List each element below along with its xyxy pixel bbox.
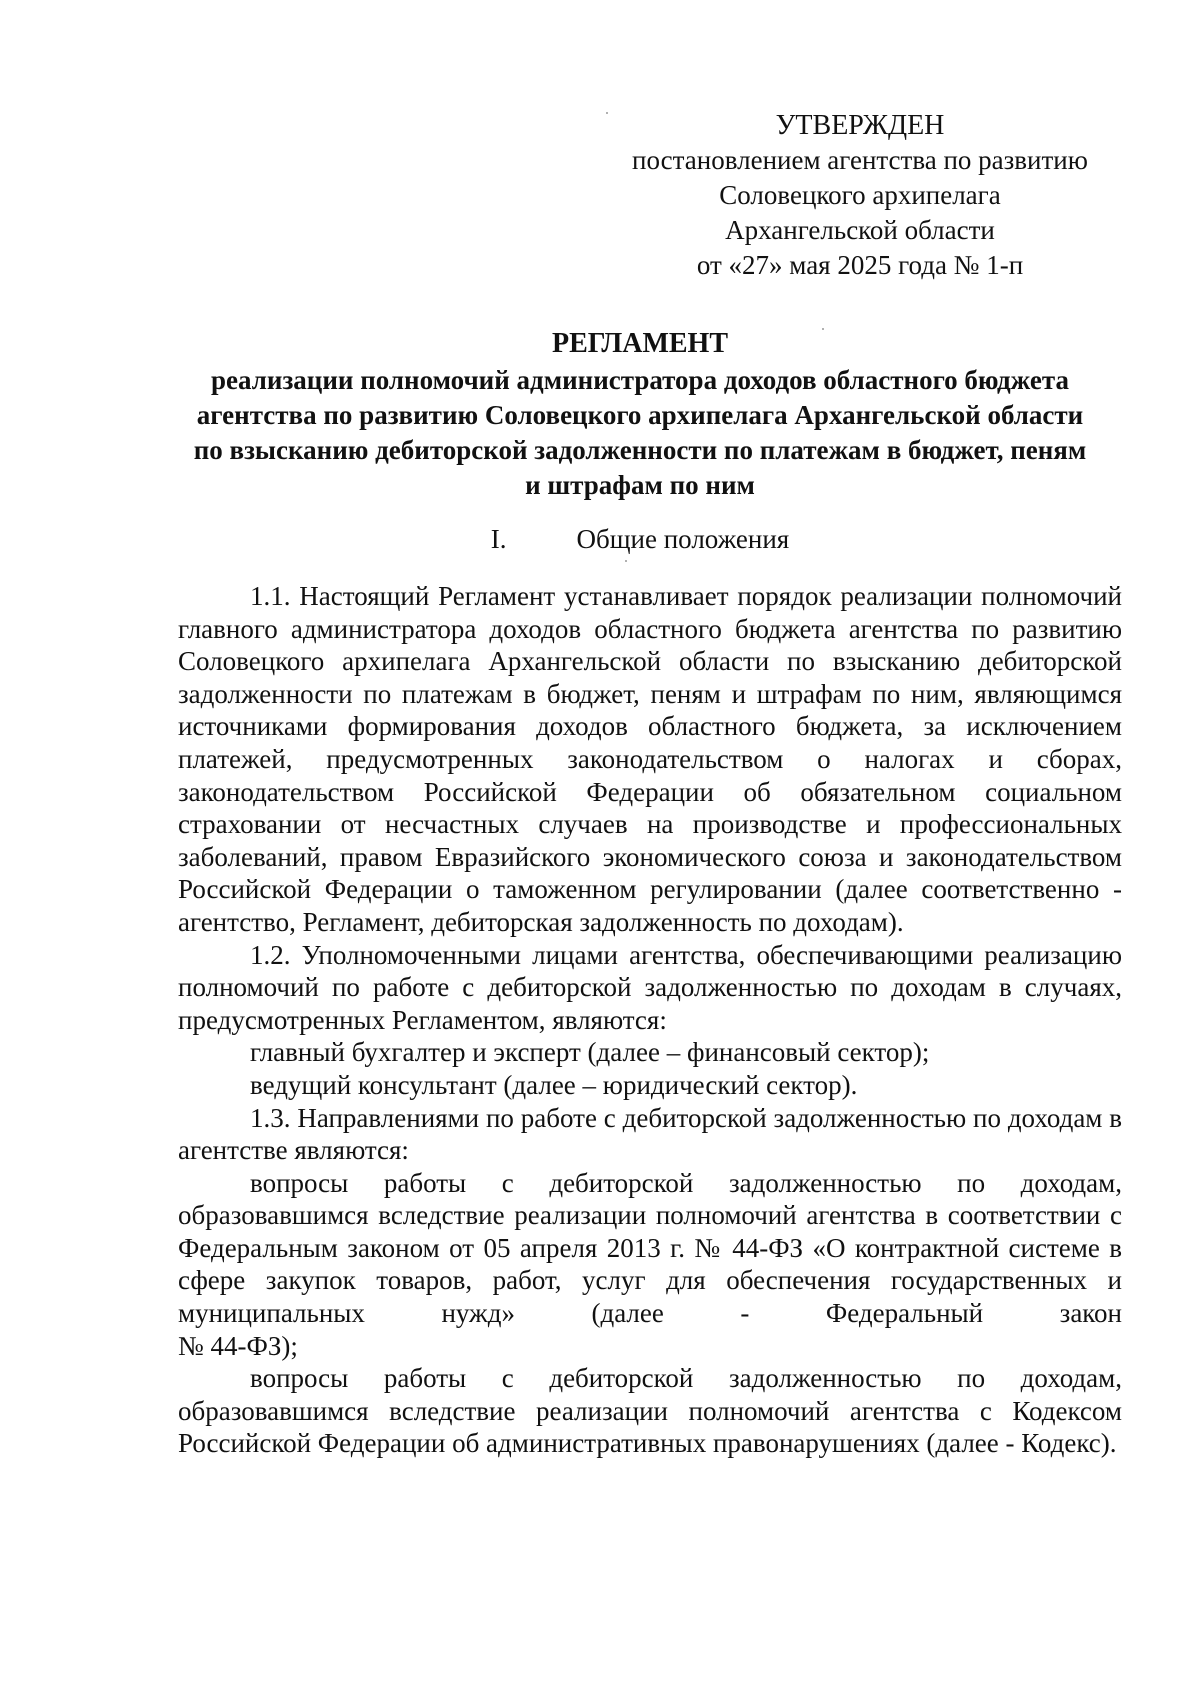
title-line: реализации полномочий администратора доходов областного бюджета	[211, 365, 1069, 395]
paragraph-1-2-item: ведущий консультант (далее – юридический сектор).	[250, 1069, 858, 1100]
paragraph-1-2: 1.2. Уполномоченными лицами агентства, обеспечивающими реализацию полномочий по работе с дебиторской задолженностью по доходам в случаях, предусмотренных Регламентом, являются:	[178, 939, 1122, 1035]
approval-date: от «27» мая 2025 года № 1-п	[696, 250, 1024, 280]
approval-stamp	[600, 108, 1120, 283]
approval-line: постановлением агентства по развитию	[632, 145, 1088, 175]
approval-line: Соловецкого архипелага	[719, 180, 1001, 210]
scan-speck	[822, 328, 824, 330]
paragraph-1-3-item: вопросы работы с дебиторской задолженностью по доходам, образовавшимся вследствие реализации полномочий агентства в соответствии с Федеральным законом от 05 апреля 2013 г. № 44-ФЗ «О контрактной системе в сфере закупок товаров, работ, услуг для обеспечения государственных и муниципальных нужд» (далее - Федеральный закон	[178, 1167, 1122, 1329]
section-number: I.	[490, 524, 507, 554]
title-main: РЕГЛАМЕНТ	[551, 328, 728, 359]
paragraph-1-3-item-tail: № 44-ФЗ);	[178, 1330, 298, 1361]
section-heading	[160, 522, 1120, 557]
scan-speck	[606, 112, 608, 114]
approval-line: Архангельской области	[725, 215, 995, 245]
paragraph-1-3-item: вопросы работы с дебиторской задолженностью по доходам, образовавшимся вследствие реализации полномочий агентства с Кодексом Российской Федерации об административных правонарушениях (далее - Кодекс).	[178, 1363, 1122, 1459]
title-line: и штрафам по ним	[525, 470, 755, 500]
paragraph-1-2-item: главный бухгалтер и эксперт (далее – финансовый сектор);	[250, 1037, 930, 1068]
scan-speck	[625, 560, 627, 562]
document-body	[178, 580, 1122, 1460]
title-line: агентства по развитию Соловецкого архипелага Архангельской области	[196, 400, 1084, 430]
section-title: Общие положения	[576, 524, 790, 554]
paragraph-1-1: 1.1. Настоящий Регламент устанавливает порядок реализации полномочий главного администратора доходов областного бюджета агентства по развитию Соловецкого архипелага Архангельской области по взысканию дебиторской задолженности по платежам в бюджет, пеням и штрафам по ним, являющимся источниками формирования доходов областного бюджета, за исключением платежей, предусмотренных законодательством о налогах и сборах, законодательством Российской Федерации об обязательном социальном страховании от несчастных случаев на производстве и профессиональных заболеваний, правом Евразийского экономического союза и законодательством Российской Федерации о таможенном регулировании (далее соответственно - агентство, Регламент, дебиторская задолженность по доходам).	[178, 581, 1122, 937]
document-title	[160, 326, 1120, 503]
paragraph-1-3: 1.3. Направлениями по работе с дебиторской задолженностью по доходам в агентстве являются:	[178, 1102, 1122, 1166]
title-line: по взысканию дебиторской задолженности по платежам в бюджет, пеням	[193, 435, 1087, 465]
approval-heading: УТВЕРЖДЕН	[775, 110, 945, 141]
